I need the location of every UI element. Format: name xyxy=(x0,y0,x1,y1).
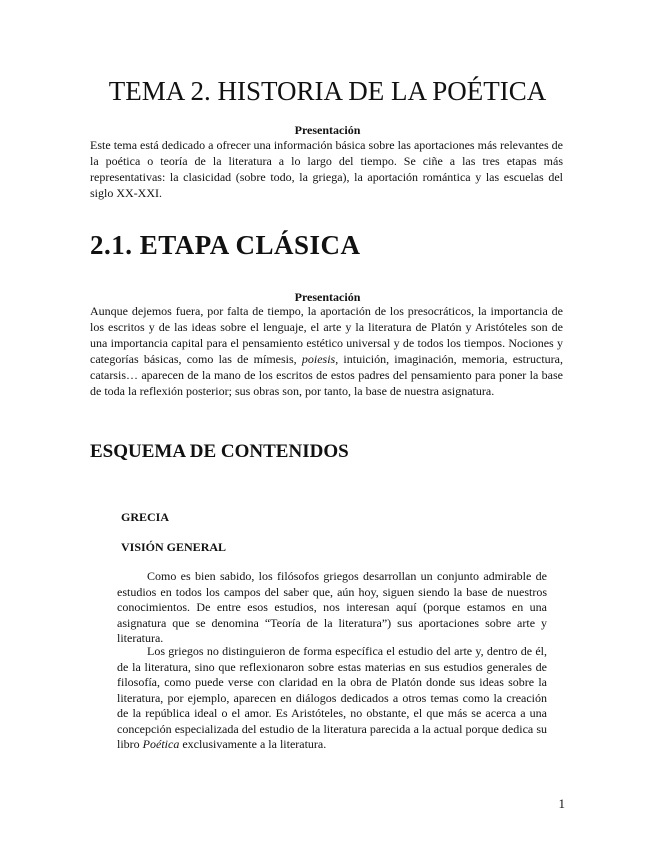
page-title: TEMA 2. HISTORIA DE LA POÉTICA xyxy=(108,76,547,106)
intro-heading: Presentación xyxy=(294,123,361,137)
page-number: 1 xyxy=(558,796,565,811)
body-paragraph-1-text: Como es bien sabido, los filósofos griegos desarrollan un conjunto admirable de estudios en todos los campos del saber que, aún hoy, siguen siendo la base de nuestros conocimientos. De entre esos estudios, nos interesan aquí (porque estamos en una asignatura que se denomina “Teoría de la literatura”) sus aportaciones sobre arte y literatura. xyxy=(117,569,547,645)
section-heading: 2.1. ETAPA CLÁSICA xyxy=(90,230,361,260)
section-paragraph xyxy=(90,303,563,399)
section-text-part2: , intuición, imaginación, memoria, estructura, catarsis… aparecen de la mano de los escritos de estos padres del pensamiento para poner la base de toda la reflexión posterior; sus obras son, por tanto, la base de nuestra asignatura. xyxy=(90,352,563,398)
body-paragraph-2-italic: Poética xyxy=(142,737,180,751)
section-text-part1: Aunque dejemos fuera, por falta de tiempo, la aportación de los presocráticos, la importancia de los escritos y de las ideas sobre el lenguaje, el arte y la literatura de Platón y Aristóteles son de una importancia capital para el pensamiento estético universal y de todos los tiempos. Nociones y categorías básicas, como las de mímesis, xyxy=(90,304,563,366)
body-paragraph-1 xyxy=(117,569,547,647)
subheading-grecia: GRECIA xyxy=(121,510,170,524)
intro-paragraph: Este tema está dedicado a ofrecer una información básica sobre las aportaciones más relevantes de la poética o teoría de la literatura a lo largo del tiempo. Se ciñe a las tres etapas más representativas: la clasicidad (sobre todo, la griega), la aportación romántica y las escuelas del siglo XX-XXI. xyxy=(90,138,563,200)
body-paragraph-2 xyxy=(117,644,547,753)
scheme-heading: ESQUEMA DE CONTENIDOS xyxy=(90,441,349,462)
section-text-italic: poiesis xyxy=(301,352,336,366)
body-paragraph-2-part1: Los griegos no distinguieron de forma específica el estudio del arte y, dentro de él, de la literatura, sino que reflexionaron sobre estas materias en sus estudios generales de filosofía, como puede verse con claridad en la obra de Platón donde sus ideas sobre la literatura, por ejemplo, aparecen en diálogos dedicados a otros temas como la creación de la república ideal o el amor. Es Aristóteles, no obstante, el que más se acerca a una concepción especializada del estudio de la literatura parecida a la actual porque dedica su libro xyxy=(117,644,547,751)
subheading-vision-general: VISIÓN GENERAL xyxy=(121,540,227,554)
body-paragraph-2-part2: exclusivamente a la literatura. xyxy=(179,737,327,751)
section-presentation-heading: Presentación xyxy=(294,290,361,304)
